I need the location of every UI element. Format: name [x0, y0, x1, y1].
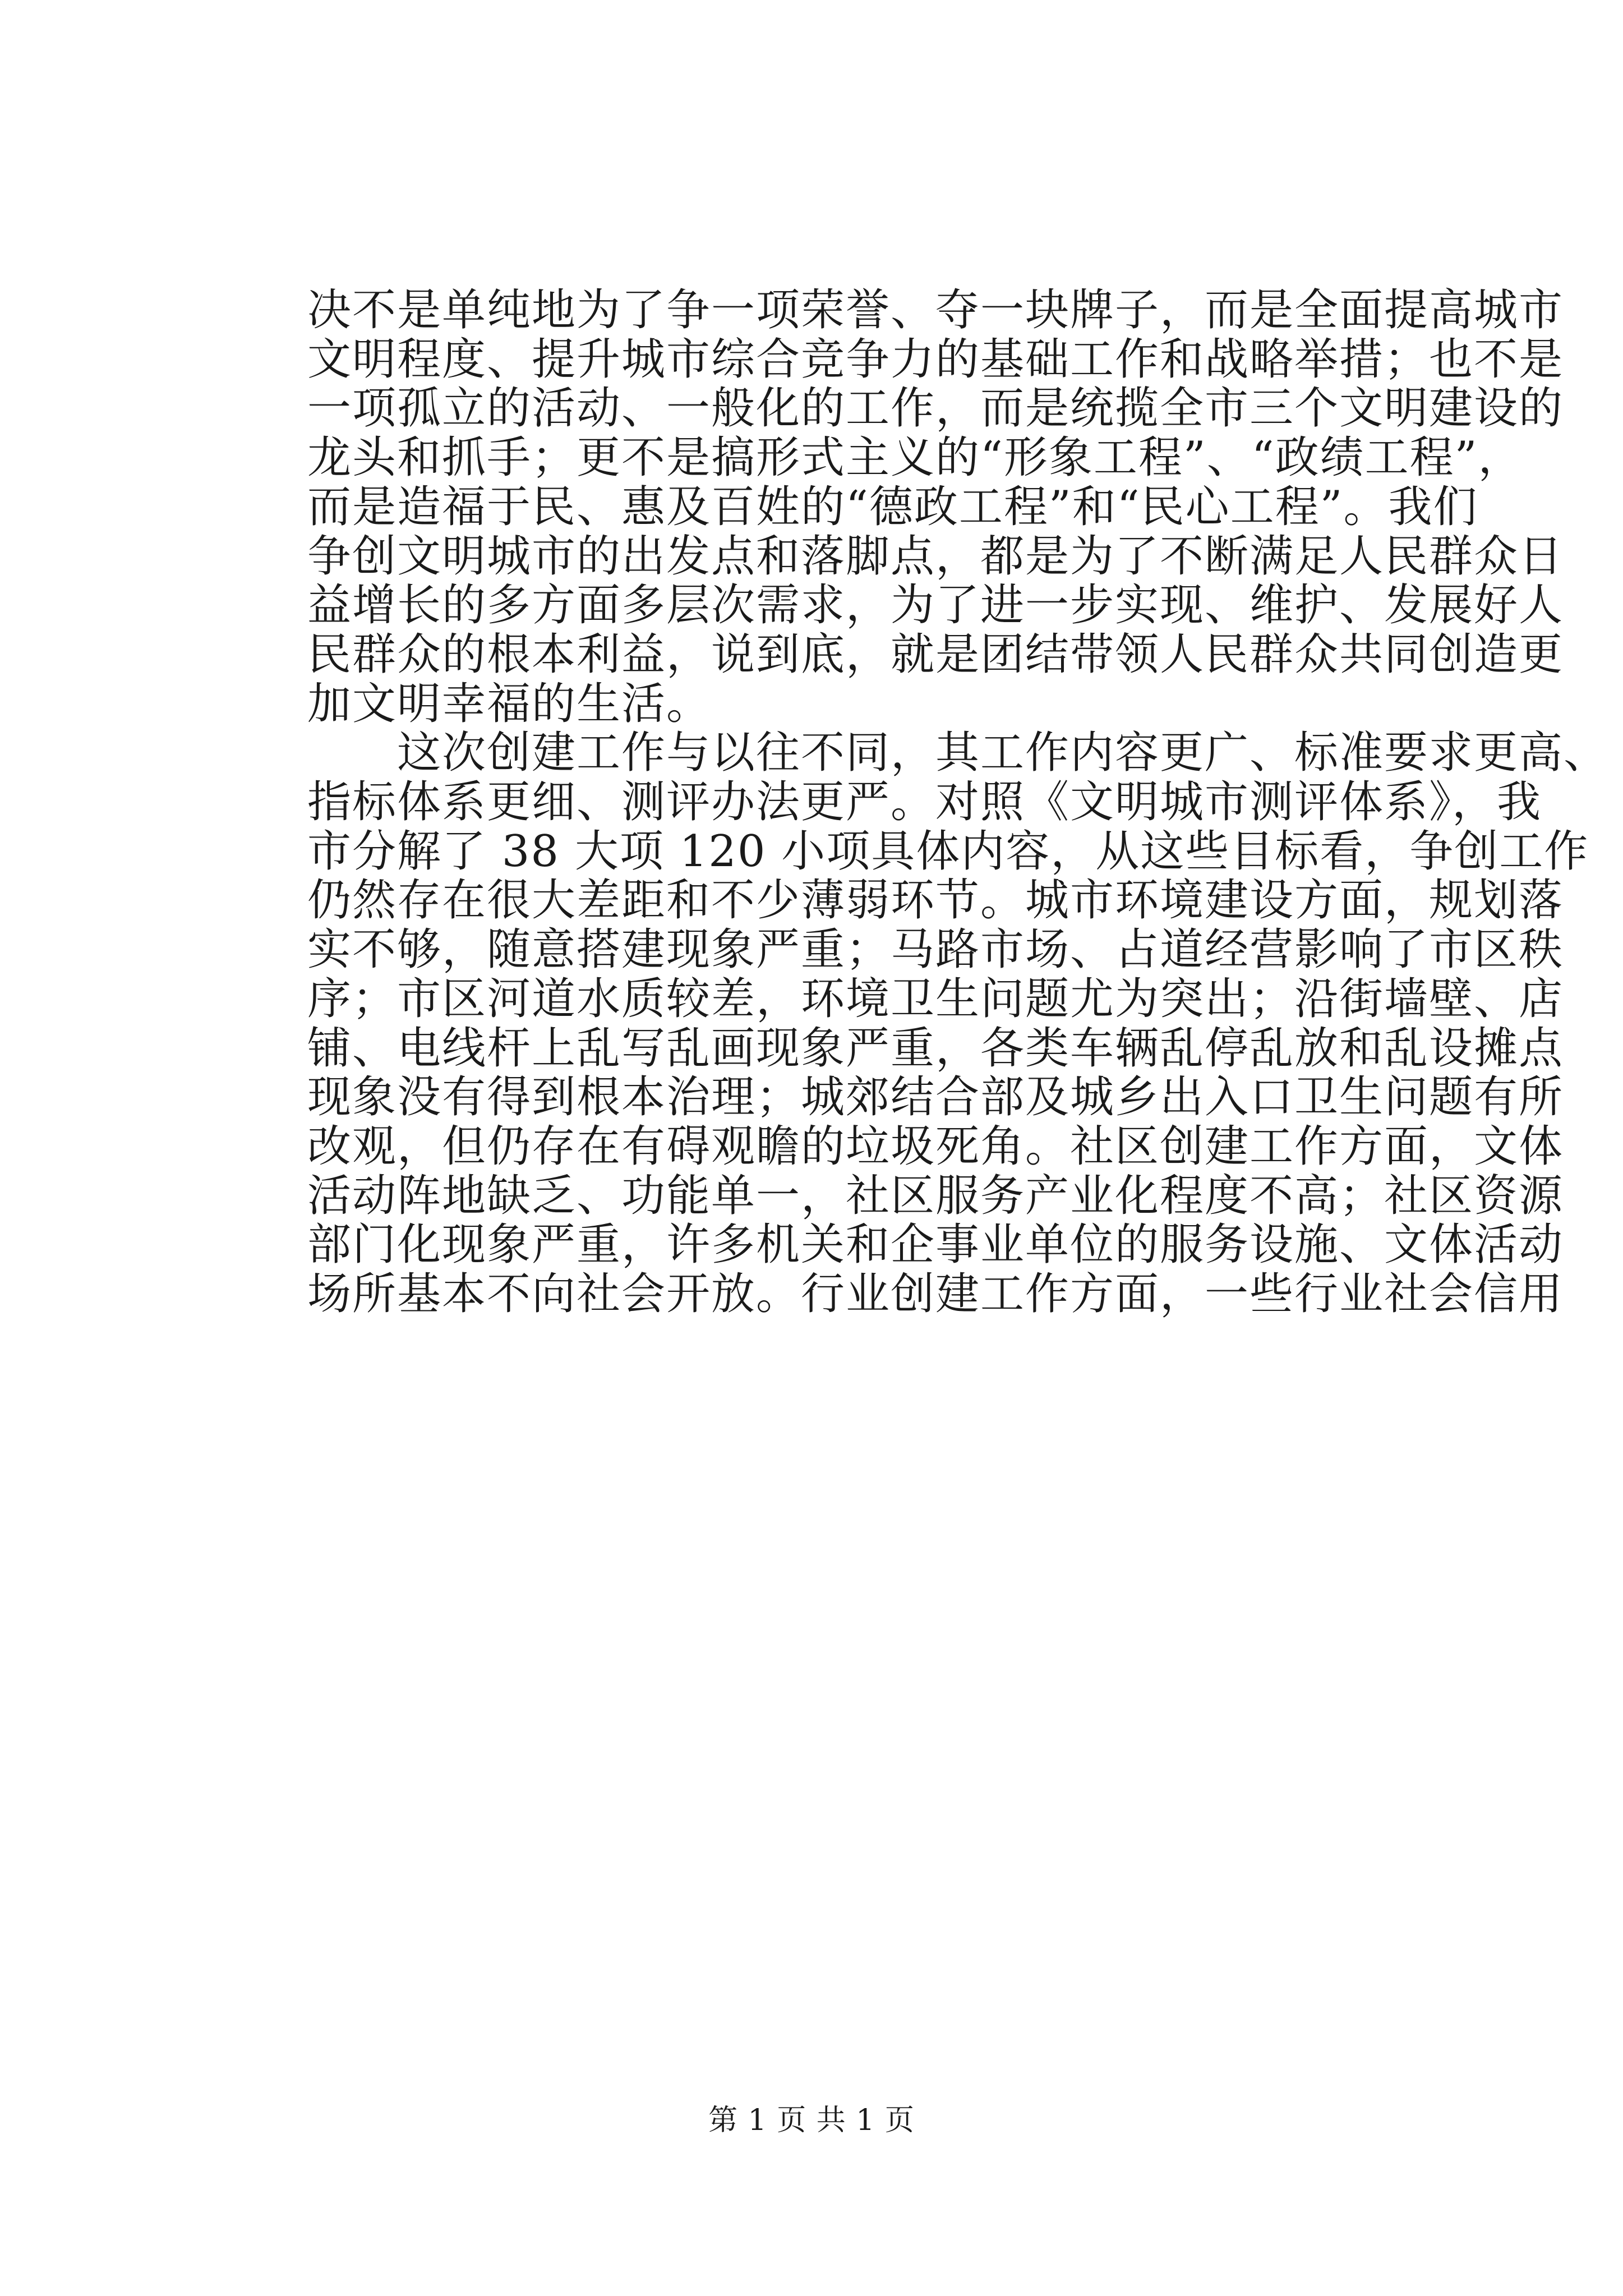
- text-line: 这次创建工作与以往不同，其工作内容更广、标准要求更高、: [397, 728, 1609, 779]
- page-footer: 第 1 页 共 1 页: [708, 2104, 915, 2137]
- text-line: 民群众的根本利益，说到底，就是团结带领人民群众共同创造更: [307, 629, 1564, 680]
- text-line: 仍然存在很大差距和不少薄弱环节。城市环境建设方面，规划落: [307, 875, 1564, 926]
- text-line: 一项孤立的活动、一般化的工作，而是统揽全市三个文明建设的: [307, 383, 1564, 434]
- text-line: 加文明幸福的生活。: [307, 678, 712, 729]
- text-line: 龙头和抓手；更不是搞形式主义的“形象工程”、“政绩工程”，: [307, 432, 1523, 484]
- paragraph: [307, 285, 1564, 729]
- text-line: 争创文明城市的出发点和落脚点，都是为了不断满足人民群众日: [307, 531, 1564, 582]
- text-line: 序；市区河道水质较差，环境卫生问题尤为突出；沿街墙壁、店: [307, 973, 1564, 1024]
- body-text: [307, 285, 1609, 1320]
- text-line: 决不是单纯地为了争一项荣誉、夺一块牌子，而是全面提高城市: [307, 285, 1564, 335]
- paragraph: [307, 728, 1609, 1320]
- text-line: 改观，但仍存在有碍观瞻的垃圾死角。社区创建工作方面，文体: [307, 1121, 1564, 1172]
- text-line: 部门化现象严重，许多机关和企事业单位的服务设施、文体活动: [307, 1220, 1564, 1271]
- text-line: 实不够，随意搭建现象严重；马路市场、占道经营影响了市区秩: [307, 924, 1564, 976]
- text-line: 文明程度、提升城市综合竞争力的基础工作和战略举措；也不是: [307, 334, 1564, 385]
- text-line: 现象没有得到根本治理；城郊结合部及城乡出入口卫生问题有所: [307, 1072, 1564, 1123]
- text-line: 市分解了 38 大项 120 小项具体内容，从这些目标看，争创工作: [307, 826, 1589, 877]
- text-line: 铺、电线杆上乱写乱画现象严重，各类车辆乱停乱放和乱设摊点: [307, 1023, 1564, 1074]
- text-line: 活动阵地缺乏、功能单一，社区服务产业化程度不高；社区资源: [307, 1170, 1564, 1221]
- text-line: 益增长的多方面多层次需求，为了进一步实现、维护、发展好人: [307, 580, 1564, 631]
- text-line: 指标体系更细、测评办法更严。对照《文明城市测评体系》，我: [307, 777, 1542, 828]
- text-line: 而是造福于民、惠及百姓的“德政工程”和“民心工程”。我们: [307, 481, 1478, 532]
- text-line: 场所基本不向社会开放。行业创建工作方面，一些行业社会信用: [307, 1269, 1564, 1320]
